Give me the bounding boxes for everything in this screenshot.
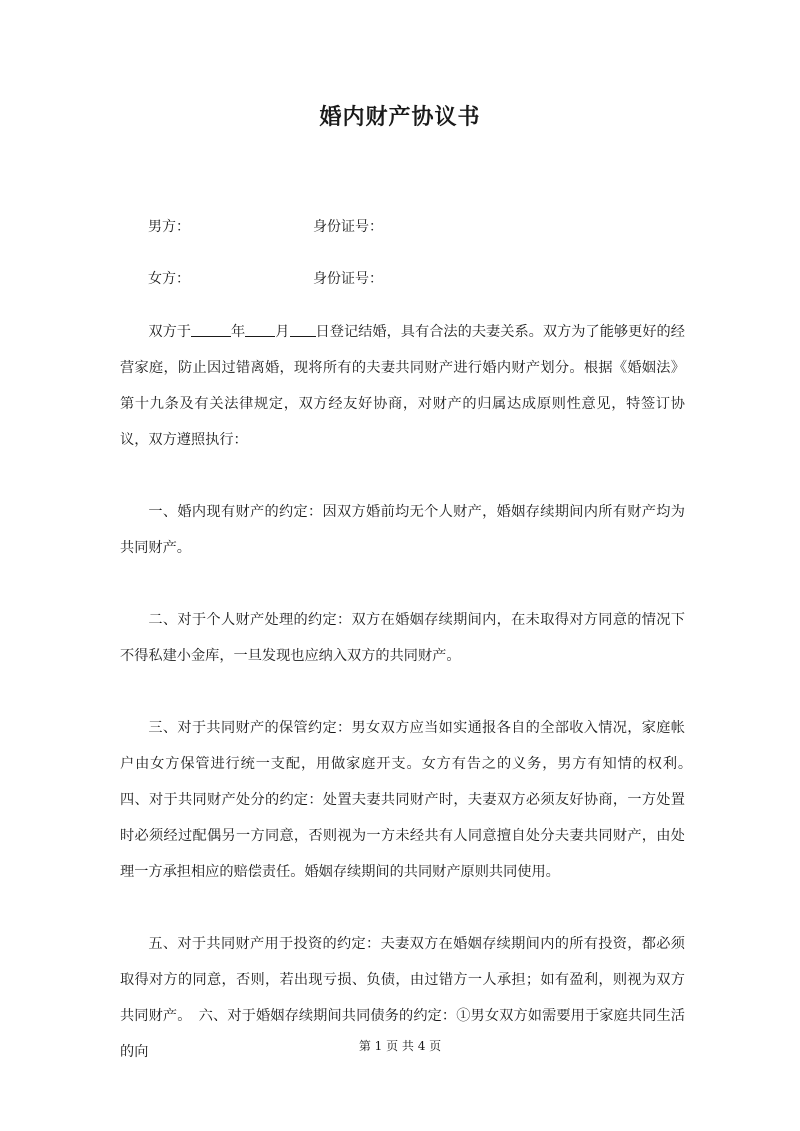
day-blank [290,322,316,337]
page-footer: 第 1 页 共 4 页 [358,1039,442,1053]
female-party-line [148,268,383,288]
intro-paragraph [120,314,685,458]
document-title: 婚内财产协议书 [319,104,481,130]
intro-text-3: 月 [275,324,290,340]
male-party-line [148,216,383,236]
document-body [120,314,714,1106]
intro-text-4: 日登记结婚，具有合法的夫妻关系。双方为了能够更好的经营家庭，防止因过错离婚，现将所有的夫妻共同财产进行婚内财产划分。根据《婚姻法》第十九条及有关法律规定，双方经友好协商，对财产的归属达成原则性意见，特签订协议，双方遵照执行： [120,324,685,448]
clause-3-4-paragraph: 三、对于共同财产的保管约定：男女双方应当如实通报各自的全部收入情况，家庭帐户由女方保管进行统一支配，用做家庭开支。女方有告之的义务，男方有知情的权利。 四、对于共同财产处分的约定：处置夫妻共同财产时，夫妻双方必须友好协商，一方处置时必须经过配偶另一方同意，否则视为一方未经共有人同意擅自处分夫妻共同财产，由处理一方承担相应的赔偿责任。婚姻存续期间的共同财产原则共同使用。 [120,720,714,880]
month-blank [245,322,275,337]
clause-2-paragraph: 二、对于个人财产处理的约定：双方在婚姻存续期间内，在未取得对方同意的情况下不得私建小金库，一旦发现也应纳入双方的共同财产。 [120,612,685,664]
clause-1-paragraph: 一、婚内现有财产的约定：因双方婚前均无个人财产，婚姻存续期间内所有财产均为共同财产。 [120,504,685,556]
intro-text-1: 双方于 [148,324,192,340]
clause-5-6-paragraph: 五、对于共同财产用于投资的约定：夫妻双方在婚姻存续期间内的所有投资，都必须取得对方的同意，否则，若出现亏损、负债，由过错方一人承担；如有盈利，则视为双方共同财产。 六、对于婚姻存续期间共同债务的约定：①男女双方如需要用于家庭共同生活的向 [120,936,685,1060]
female-id-label: 身份证号： [313,271,383,287]
intro-text-2: 年 [231,324,246,340]
male-party-label: 男方： [148,219,190,235]
female-party-label: 女方： [148,271,190,287]
year-blank [191,322,231,337]
male-id-label: 身份证号： [313,219,383,235]
